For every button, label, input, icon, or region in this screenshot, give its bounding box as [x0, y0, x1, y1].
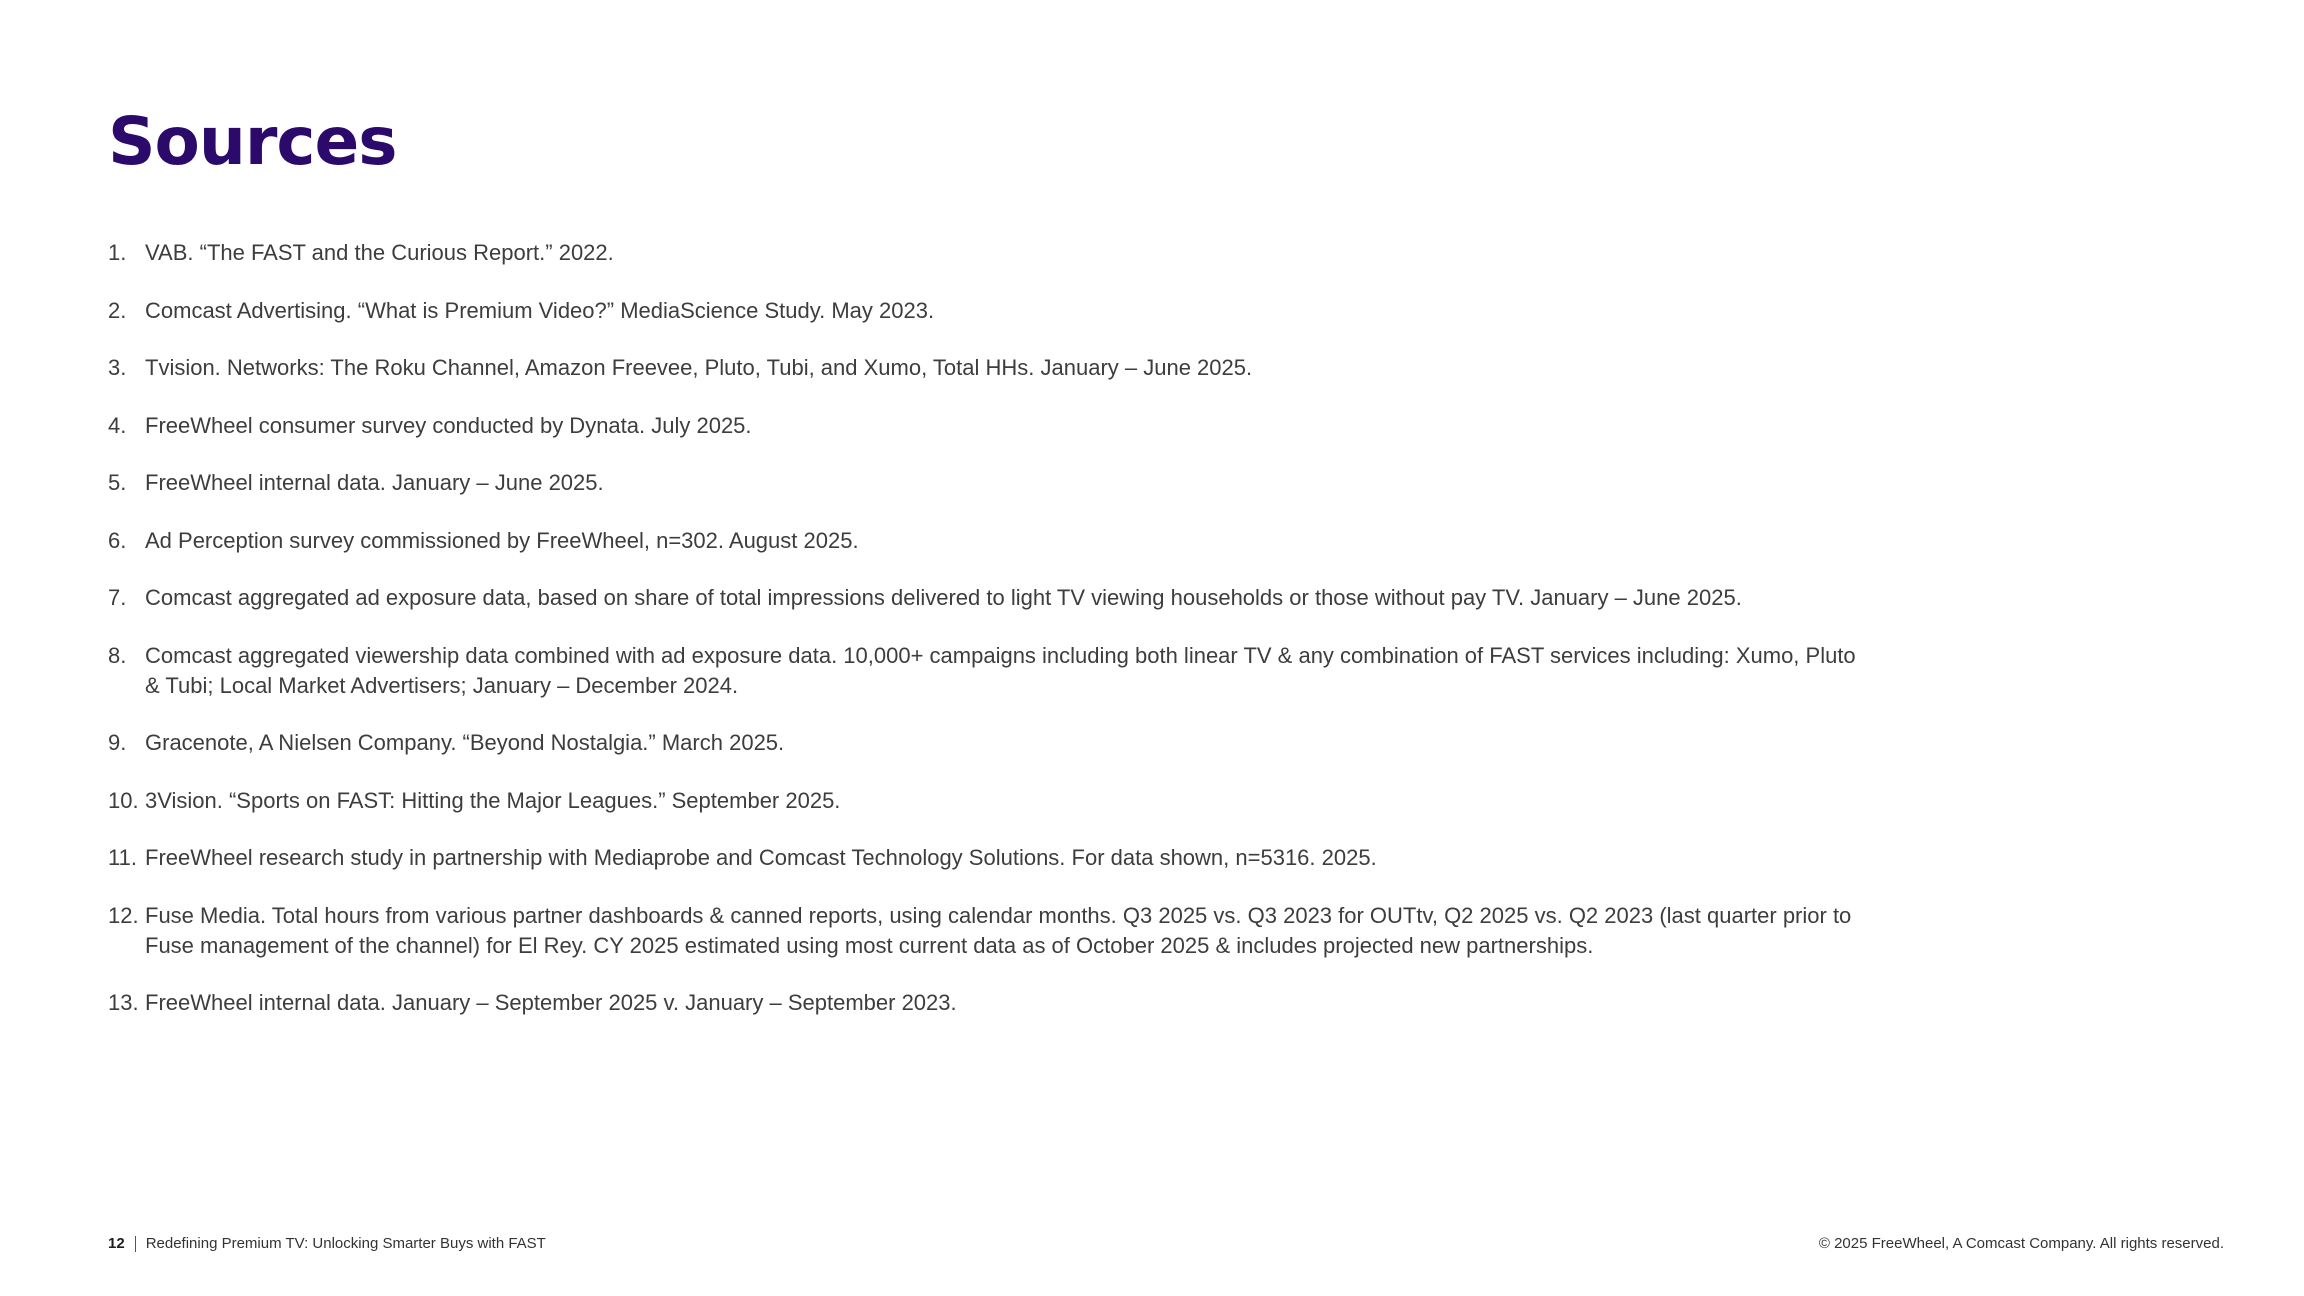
source-number: 13.	[108, 990, 139, 1015]
source-item	[108, 786, 1868, 816]
source-text: Comcast Advertising. “What is Premium Video?” MediaScience Study. May 2023.	[145, 297, 935, 323]
source-item	[108, 641, 1868, 701]
document-title: Redefining Premium TV: Unlocking Smarter Buys with FAST	[145, 1235, 546, 1252]
page-number: 12	[108, 1235, 125, 1252]
source-item	[108, 526, 1868, 556]
copyright-notice: © 2025 FreeWheel, A Comcast Company. All rights reserved.	[1818, 1235, 2224, 1252]
source-number: 9.	[108, 730, 127, 755]
source-text: FreeWheel research study in partnership with Mediaprobe and Comcast Technology Solutions. For data shown, n=5316. 2025.	[145, 845, 1377, 870]
source-text: FreeWheel internal data. January – June 2025.	[145, 470, 604, 495]
source-number: 10.	[108, 787, 139, 813]
sources-list	[108, 238, 1868, 1046]
source-text: Comcast aggregated ad exposure data, based on share of total impressions delivered to light TV viewing households or those without pay TV. January – June 2025.	[145, 585, 1742, 610]
source-item	[108, 583, 1868, 613]
footer-divider	[135, 1236, 136, 1252]
source-item	[108, 988, 1868, 1018]
source-item	[108, 901, 1868, 961]
source-number: 8.	[108, 642, 127, 668]
source-item	[108, 468, 1868, 498]
source-item	[108, 238, 1868, 268]
source-text: 3Vision. “Sports on FAST: Hitting the Major Leagues.” September 2025.	[145, 787, 841, 813]
source-text: Ad Perception survey commissioned by FreeWheel, n=302. August 2025.	[145, 527, 859, 553]
source-number: 12.	[108, 902, 139, 928]
source-text: Tvision. Networks: The Roku Channel, Amazon Freevee, Pluto, Tubi, and Xumo, Total HHs. January – June 2025.	[145, 355, 1253, 380]
source-item	[108, 353, 1868, 383]
source-number: 4.	[108, 412, 127, 438]
page-title: Sources	[108, 103, 397, 180]
source-number: 6.	[108, 527, 127, 553]
source-number: 5.	[108, 470, 127, 495]
source-item	[108, 843, 1868, 873]
source-text: Fuse Media. Total hours from various partner dashboards & canned reports, using calendar months. Q3 2025 vs. Q3 2023 for OUTtv, Q2 2025 vs. Q2 2023 (last quarter prior to Fuse management of the channel) for El Rey. CY 2025 estimated using most current data as of October 2025 & includes projected new partnerships.	[145, 902, 1852, 958]
source-text: Comcast aggregated viewership data combined with ad exposure data. 10,000+ campaigns including both linear TV & any combination of FAST services including: Xumo, Pluto & Tubi; Local Market Advertisers; January – December 2024.	[145, 642, 1856, 698]
source-item	[108, 296, 1868, 326]
source-number: 3.	[108, 355, 127, 380]
source-text: FreeWheel consumer survey conducted by Dynata. July 2025.	[145, 412, 752, 438]
source-number: 11.	[108, 845, 137, 870]
source-item	[108, 411, 1868, 441]
source-text: FreeWheel internal data. January – September 2025 v. January – September 2023.	[145, 990, 957, 1015]
source-item	[108, 728, 1868, 758]
source-text: VAB. “The FAST and the Curious Report.” 2022.	[145, 240, 614, 265]
footer-left	[108, 1234, 546, 1254]
source-number: 1.	[108, 240, 127, 265]
source-text: Gracenote, A Nielsen Company. “Beyond Nostalgia.” March 2025.	[145, 730, 785, 755]
source-number: 2.	[108, 297, 127, 323]
source-number: 7.	[108, 585, 127, 610]
